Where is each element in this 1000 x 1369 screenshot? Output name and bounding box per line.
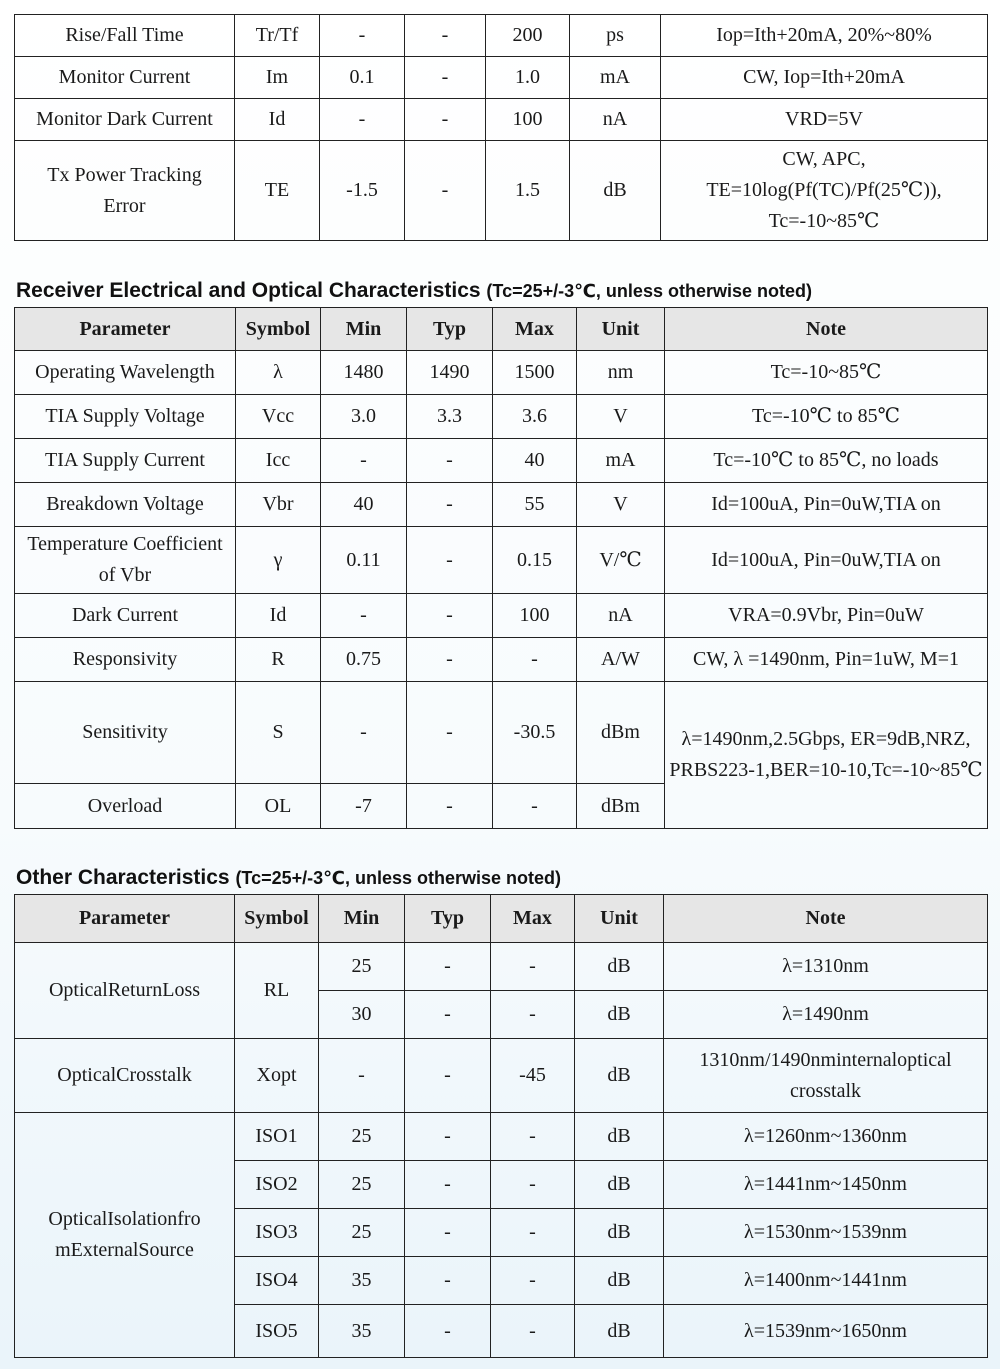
parameter-cell: Dark Current: [15, 594, 236, 638]
typ-cell: -: [405, 1113, 491, 1161]
table-row: [15, 1039, 988, 1113]
min-cell: 25: [319, 1161, 405, 1209]
table-row: [15, 439, 988, 483]
typ-cell: -: [405, 99, 486, 141]
max-cell: 0.15: [493, 527, 577, 594]
column-header: Note: [664, 895, 988, 943]
note-cell: λ=1441nm~1450nm: [664, 1161, 988, 1209]
table-row: [15, 57, 988, 99]
column-header: Min: [321, 308, 407, 351]
column-header: Max: [493, 308, 577, 351]
max-cell: -: [491, 1161, 575, 1209]
typ-cell: -: [407, 682, 493, 784]
note-cell: Tc=-10℃ to 85℃, no loads: [665, 439, 988, 483]
min-cell: -7: [321, 784, 407, 829]
note-cell: Tc=-10℃ to 85℃: [665, 395, 988, 439]
symbol-cell: TE: [235, 141, 320, 241]
min-cell: 30: [319, 991, 405, 1039]
max-cell: 200: [486, 15, 570, 57]
note-cell: VRD=5V: [661, 99, 988, 141]
table-row: [15, 483, 988, 527]
typ-cell: -: [405, 943, 491, 991]
receiver-section-title: [16, 279, 812, 303]
max-cell: -: [491, 1305, 575, 1358]
table-row: [15, 943, 988, 991]
parameter-cell: Monitor Dark Current: [15, 99, 235, 141]
typ-cell: -: [405, 991, 491, 1039]
typ-cell: -: [405, 1209, 491, 1257]
column-header: Typ: [405, 895, 491, 943]
parameter-cell: Operating Wavelength: [15, 351, 236, 395]
max-cell: 3.6: [493, 395, 577, 439]
other-section-title: [16, 866, 561, 890]
typ-cell: -: [405, 1305, 491, 1358]
note-cell: Id=100uA, Pin=0uW,TIA on: [665, 483, 988, 527]
column-header: Unit: [577, 308, 665, 351]
column-header: Parameter: [15, 308, 236, 351]
symbol-cell: R: [236, 638, 321, 682]
min-cell: 40: [321, 483, 407, 527]
max-cell: 1.0: [486, 57, 570, 99]
symbol-cell: S: [236, 682, 321, 784]
column-header: Typ: [407, 308, 493, 351]
table-row: [15, 638, 988, 682]
unit-cell: dBm: [577, 784, 665, 829]
parameter-cell: TIA Supply Current: [15, 439, 236, 483]
min-cell: -: [320, 15, 405, 57]
column-header: Min: [319, 895, 405, 943]
note-cell: λ=1530nm~1539nm: [664, 1209, 988, 1257]
parameter-cell: Responsivity: [15, 638, 236, 682]
note-cell: λ=1400nm~1441nm: [664, 1257, 988, 1305]
typ-cell: -: [407, 483, 493, 527]
parameter-cell: Monitor Current: [15, 57, 235, 99]
max-cell: -: [491, 1209, 575, 1257]
unit-cell: dB: [575, 1161, 664, 1209]
max-cell: -45: [491, 1039, 575, 1113]
typ-cell: -: [405, 57, 486, 99]
note-cell: Id=100uA, Pin=0uW,TIA on: [665, 527, 988, 594]
symbol-cell: ISO2: [235, 1161, 319, 1209]
parameter-cell: OpticalCrosstalk: [15, 1039, 235, 1113]
note-cell: λ=1310nm: [664, 943, 988, 991]
symbol-cell: ISO5: [235, 1305, 319, 1358]
note-cell: CW, Iop=Ith+20mA: [661, 57, 988, 99]
max-cell: -: [493, 784, 577, 829]
receiver-characteristics-table: [14, 307, 988, 829]
table-row: [15, 594, 988, 638]
unit-cell: V: [577, 483, 665, 527]
unit-cell: dB: [575, 1039, 664, 1113]
receiver-title-text: Receiver Electrical and Optical Characteristics: [16, 279, 481, 302]
unit-cell: nA: [570, 99, 661, 141]
table-row: [15, 527, 988, 594]
symbol-cell: RL: [235, 943, 319, 1039]
column-header: Symbol: [235, 895, 319, 943]
min-cell: -1.5: [320, 141, 405, 241]
typ-cell: -: [405, 141, 486, 241]
note-cell: CW, λ =1490nm, Pin=1uW, M=1: [665, 638, 988, 682]
min-cell: 35: [319, 1257, 405, 1305]
typ-cell: -: [407, 439, 493, 483]
max-cell: -: [491, 1257, 575, 1305]
column-header: Parameter: [15, 895, 235, 943]
symbol-cell: Im: [235, 57, 320, 99]
other-title-text: Other Characteristics: [16, 866, 230, 889]
shared-note-cell: λ=1490nm,2.5Gbps, ER=9dB,NRZ, PRBS223-1,BER=10-10,Tc=-10~85℃: [665, 682, 988, 829]
min-cell: 0.11: [321, 527, 407, 594]
table-row: [15, 1113, 988, 1161]
min-cell: 0.75: [321, 638, 407, 682]
typ-cell: -: [405, 15, 486, 57]
typ-cell: -: [407, 527, 493, 594]
parameter-cell: Overload: [15, 784, 236, 829]
column-header: Note: [665, 308, 988, 351]
min-cell: -: [321, 682, 407, 784]
column-header: Unit: [575, 895, 664, 943]
parameter-cell: Breakdown Voltage: [15, 483, 236, 527]
symbol-cell: γ: [236, 527, 321, 594]
unit-cell: dB: [575, 991, 664, 1039]
column-header: Max: [491, 895, 575, 943]
other-condition-text: (Tc=25+/-3℃, unless otherwise noted): [235, 868, 561, 888]
typ-cell: -: [405, 1257, 491, 1305]
min-cell: -: [320, 99, 405, 141]
symbol-cell: Tr/Tf: [235, 15, 320, 57]
unit-cell: dB: [575, 943, 664, 991]
unit-cell: dB: [575, 1305, 664, 1358]
parameter-cell: OpticalReturnLoss: [15, 943, 235, 1039]
max-cell: -: [491, 991, 575, 1039]
min-cell: 25: [319, 1209, 405, 1257]
min-cell: 35: [319, 1305, 405, 1358]
min-cell: 25: [319, 1113, 405, 1161]
note-cell: 1310nm/1490nminternaloptical crosstalk: [664, 1039, 988, 1113]
symbol-cell: Vcc: [236, 395, 321, 439]
symbol-cell: Icc: [236, 439, 321, 483]
parameter-cell: Temperature Coefficient of Vbr: [15, 527, 236, 594]
other-characteristics-table: [14, 894, 988, 1358]
max-cell: 55: [493, 483, 577, 527]
unit-cell: V: [577, 395, 665, 439]
unit-cell: mA: [570, 57, 661, 99]
parameter-cell: Tx Power Tracking Error: [15, 141, 235, 241]
table-row: [15, 15, 988, 57]
unit-cell: ps: [570, 15, 661, 57]
table-row: [15, 351, 988, 395]
table-header-row: [15, 308, 988, 351]
max-cell: 1.5: [486, 141, 570, 241]
symbol-cell: Id: [236, 594, 321, 638]
parameter-cell: OpticalIsolationfro mExternalSource: [15, 1113, 235, 1358]
symbol-cell: Id: [235, 99, 320, 141]
max-cell: 40: [493, 439, 577, 483]
typ-cell: 1490: [407, 351, 493, 395]
note-cell: λ=1490nm: [664, 991, 988, 1039]
unit-cell: dB: [575, 1209, 664, 1257]
symbol-cell: ISO1: [235, 1113, 319, 1161]
min-cell: -: [319, 1039, 405, 1113]
note-cell: Iop=Ith+20mA, 20%~80%: [661, 15, 988, 57]
min-cell: 25: [319, 943, 405, 991]
table-row: [15, 395, 988, 439]
unit-cell: mA: [577, 439, 665, 483]
min-cell: 3.0: [321, 395, 407, 439]
parameter-cell: Sensitivity: [15, 682, 236, 784]
unit-cell: A/W: [577, 638, 665, 682]
column-header: Symbol: [236, 308, 321, 351]
symbol-cell: Xopt: [235, 1039, 319, 1113]
unit-cell: V/℃: [577, 527, 665, 594]
typ-cell: -: [407, 638, 493, 682]
tx-characteristics-table: [14, 14, 988, 241]
typ-cell: -: [407, 594, 493, 638]
note-cell: λ=1260nm~1360nm: [664, 1113, 988, 1161]
symbol-cell: OL: [236, 784, 321, 829]
max-cell: -30.5: [493, 682, 577, 784]
parameter-cell: TIA Supply Voltage: [15, 395, 236, 439]
symbol-cell: ISO3: [235, 1209, 319, 1257]
typ-cell: 3.3: [407, 395, 493, 439]
symbol-cell: Vbr: [236, 483, 321, 527]
table-row: [15, 141, 988, 241]
table-row: [15, 682, 988, 784]
unit-cell: dBm: [577, 682, 665, 784]
max-cell: 100: [493, 594, 577, 638]
unit-cell: nm: [577, 351, 665, 395]
unit-cell: dB: [575, 1113, 664, 1161]
min-cell: -: [321, 594, 407, 638]
note-cell: Tc=-10~85℃: [665, 351, 988, 395]
note-cell: VRA=0.9Vbr, Pin=0uW: [665, 594, 988, 638]
symbol-cell: λ: [236, 351, 321, 395]
typ-cell: -: [405, 1161, 491, 1209]
note-cell: CW, APC, TE=10log(Pf(TC)/Pf(25℃)), Tc=-10~85℃: [661, 141, 988, 241]
parameter-cell: Rise/Fall Time: [15, 15, 235, 57]
unit-cell: nA: [577, 594, 665, 638]
max-cell: 100: [486, 99, 570, 141]
min-cell: 1480: [321, 351, 407, 395]
min-cell: -: [321, 439, 407, 483]
typ-cell: -: [407, 784, 493, 829]
table-row: [15, 99, 988, 141]
table-header-row: [15, 895, 988, 943]
max-cell: -: [491, 943, 575, 991]
symbol-cell: ISO4: [235, 1257, 319, 1305]
note-cell: λ=1539nm~1650nm: [664, 1305, 988, 1358]
max-cell: -: [491, 1113, 575, 1161]
receiver-condition-text: (Tc=25+/-3℃, unless otherwise noted): [486, 281, 812, 301]
unit-cell: dB: [575, 1257, 664, 1305]
typ-cell: -: [405, 1039, 491, 1113]
min-cell: 0.1: [320, 57, 405, 99]
unit-cell: dB: [570, 141, 661, 241]
max-cell: 1500: [493, 351, 577, 395]
max-cell: -: [493, 638, 577, 682]
